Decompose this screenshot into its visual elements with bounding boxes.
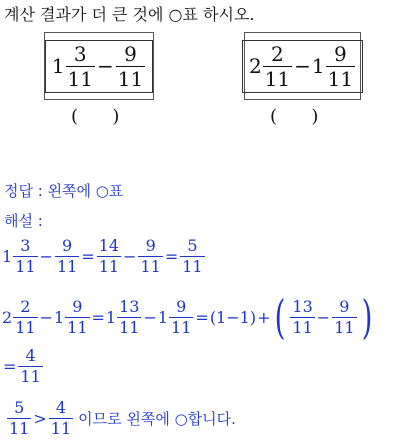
question-text: 계산 결과가 더 큰 것에 ○표 하시오. [4, 5, 255, 24]
right-whole-2: 1 [311, 54, 325, 78]
minus-sign: − [96, 54, 114, 78]
right-frac-1: $\frac{2}{11}$ [264, 41, 291, 91]
right-answer-blank[interactable]: ( ) [270, 106, 319, 127]
solution-line-2: 2 $\frac{2}{11}$ − 1 $\frac{9}{11}$ = 1 $\frac{13}{11}$ − 1 $\frac{9}{11}$ = (1−1) + ( $\frac{13}{11}$ − $\frac{9}{11}$ ) [2, 290, 372, 344]
solution-line-1: 1 $\frac{3}{11}$ − $\frac{9}{11}$ = $\frac{14}{11}$ − $\frac{9}{11}$ = $\frac{5}{11}$ [2, 236, 203, 276]
explanation-label: 해설 : [4, 212, 43, 230]
left-frac-1: $\frac{3}{11}$ [67, 41, 93, 91]
minus-sign: − [294, 54, 311, 78]
solution-line-3: = $\frac{4}{11}$ [3, 346, 41, 386]
right-frac-2: $\frac{9}{11}$ [327, 41, 354, 91]
answer-label: 정답 : 왼쪽에 ○표 [4, 182, 124, 200]
left-whole: 1 [51, 54, 65, 78]
left-frac-2: $\frac{9}{11}$ [117, 41, 144, 91]
right-expression-box [244, 32, 361, 100]
left-expression [45, 40, 153, 93]
left-answer-blank[interactable]: ( ) [71, 106, 120, 127]
left-expression-box [44, 32, 154, 100]
conclusion-line: $\frac{5}{11}$ > $\frac{4}{11}$ 이므로 왼쪽에 ○합니다. [9, 398, 236, 438]
right-expression [242, 40, 363, 93]
right-whole-1: 2 [248, 54, 262, 78]
